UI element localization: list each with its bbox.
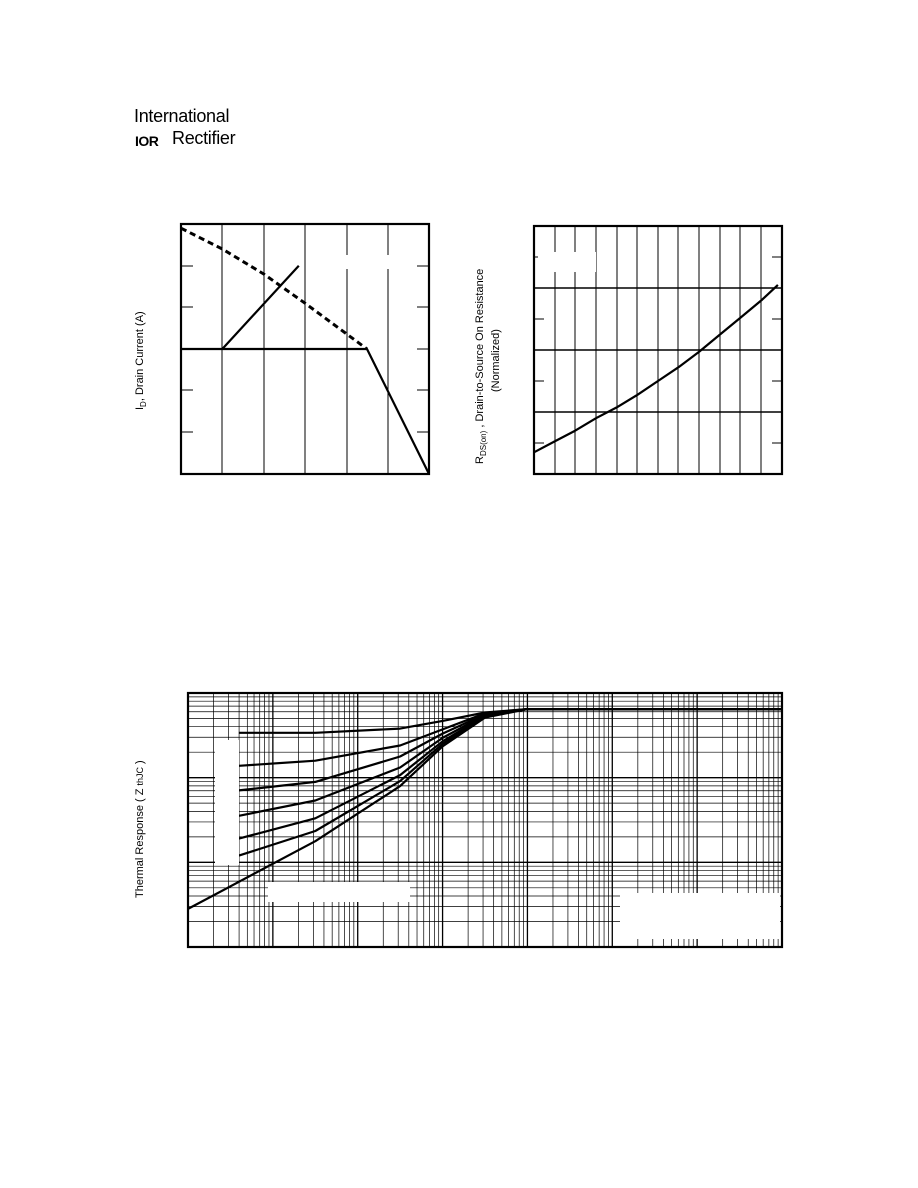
chart1-ylabel: $I_D$, Drain Current (A) [134,311,149,410]
chart2-legend-blank [538,252,596,272]
chart1-series-1 [181,228,367,349]
logo-mark: IOR [135,133,159,149]
chart2-ylabel: $R_{DS(on)}$ , Drain-to-Source On Resistance [474,268,489,464]
chart3-note-blank [268,882,410,902]
chart1-legend-blank [306,255,408,269]
chart3-legend-blank [215,740,239,865]
chart2-series-1 [534,285,778,452]
chart3-ylabel: Thermal Response ( Z thJC ) [134,760,146,898]
chart3-series-4 [239,709,782,816]
chart1-series-2 [222,266,298,349]
chart3-series-6 [239,709,782,856]
chart3-notes-box-blank [620,893,780,939]
logo-line2: Rectifier [172,128,236,148]
chart2-ylabel-normalized: (Normalized) [490,329,502,392]
logo-line1: International [134,106,230,126]
chart3-series-5 [239,709,782,839]
